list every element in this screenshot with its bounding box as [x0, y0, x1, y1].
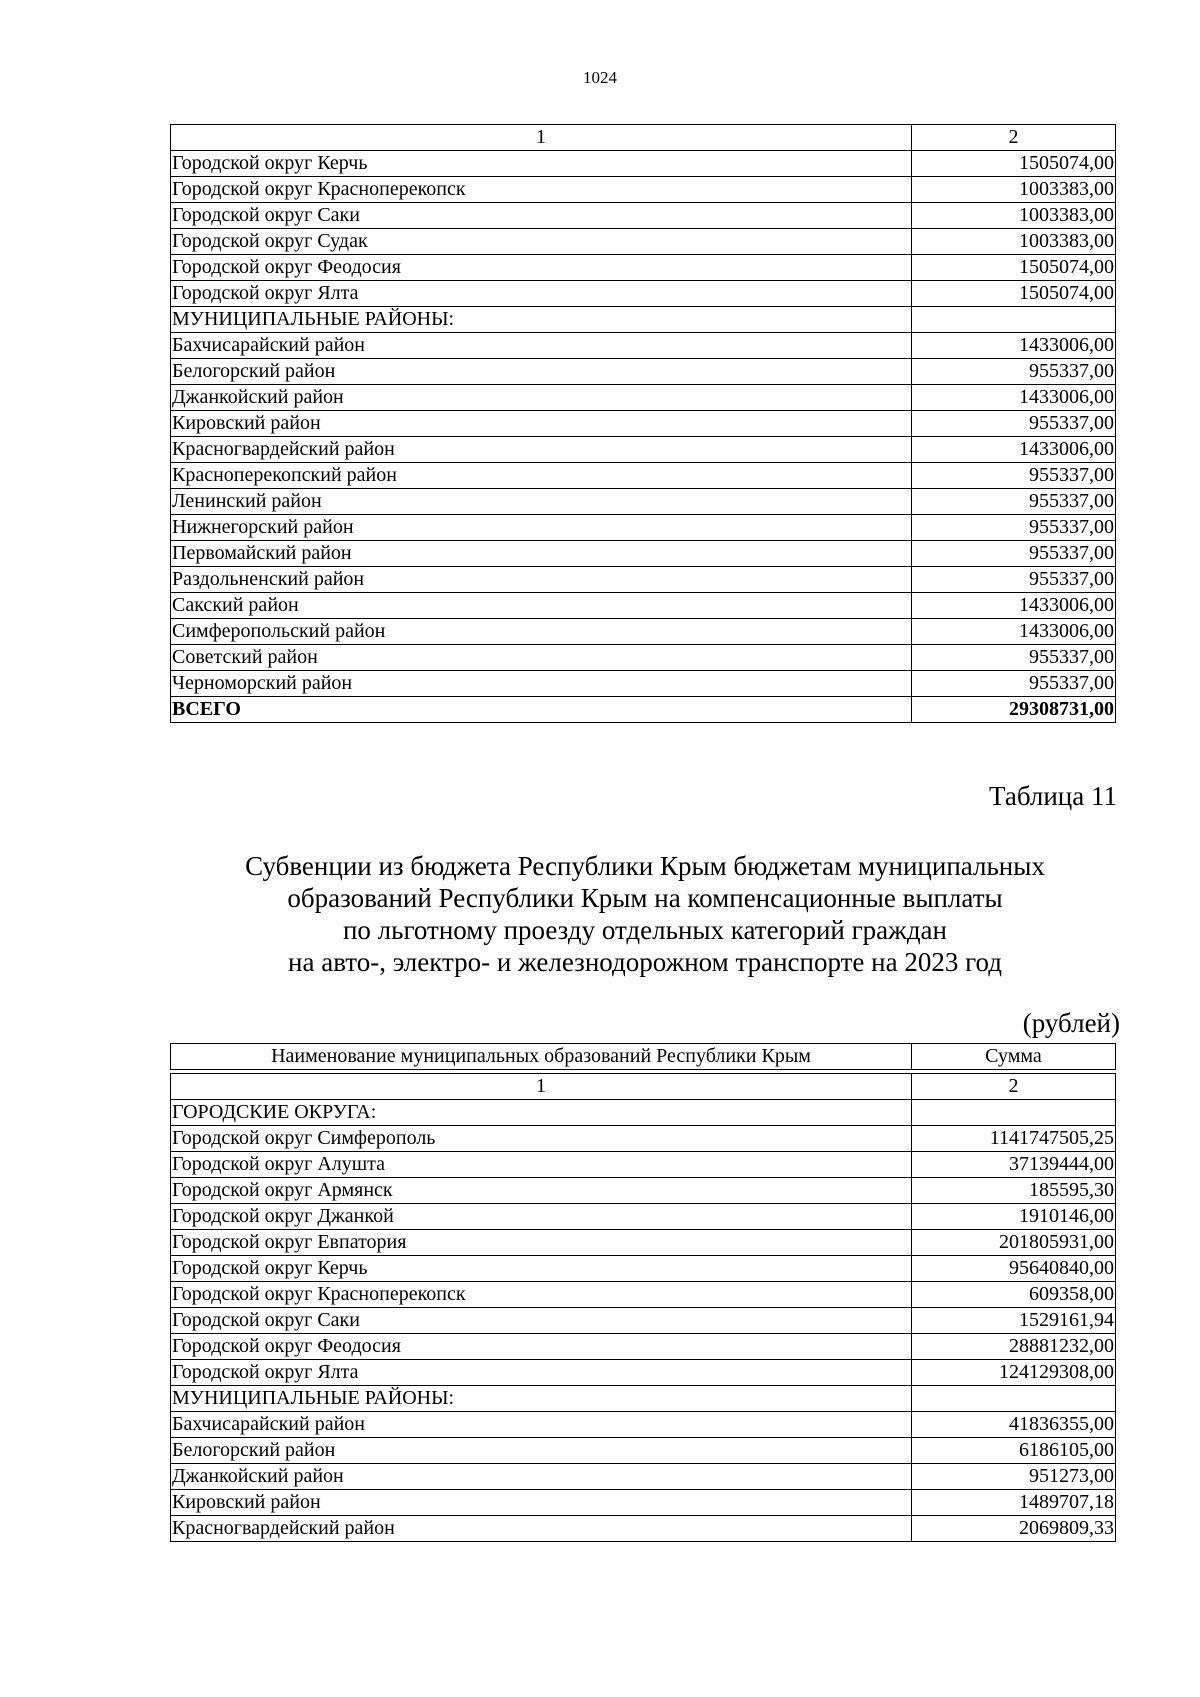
- table-row: [171, 151, 1116, 177]
- table-row: [171, 463, 1116, 489]
- amount-cell: 6186105,00: [912, 1438, 1116, 1464]
- municipality-name: Городской округ Саки: [171, 1308, 912, 1334]
- table-title-line: по льготному проезду отдельных категорий граждан: [342, 915, 947, 945]
- municipality-name: Советский район: [171, 645, 912, 671]
- amount-cell: [912, 307, 1116, 333]
- table-row: [171, 1308, 1116, 1334]
- table-header: [170, 1043, 1116, 1070]
- table-row: [171, 1100, 1116, 1126]
- amount-cell: 1529161,94: [912, 1308, 1116, 1334]
- municipality-name: Бахчисарайский район: [171, 1412, 912, 1438]
- amount-cell: 37139444,00: [912, 1152, 1116, 1178]
- municipality-name: Городской округ Феодосия: [171, 1334, 912, 1360]
- table-row: [171, 203, 1116, 229]
- table-row: [171, 1230, 1116, 1256]
- currency-unit-label: (рублей): [1022, 1008, 1120, 1038]
- amount-cell: 1003383,00: [912, 177, 1116, 203]
- municipality-name: Городской округ Саки: [171, 203, 912, 229]
- table-row: [171, 671, 1116, 697]
- municipality-name: Красногвардейский район: [171, 437, 912, 463]
- amount-cell: 1505074,00: [912, 151, 1116, 177]
- table-row: [171, 1178, 1116, 1204]
- table-row: [171, 1464, 1116, 1490]
- subsidy-table-continued: [170, 124, 1116, 723]
- municipality-name: Городской округ Красноперекопск: [171, 1282, 912, 1308]
- amount-cell: 955337,00: [912, 671, 1116, 697]
- municipality-name: Городской округ Феодосия: [171, 255, 912, 281]
- municipality-name: Белогорский район: [171, 359, 912, 385]
- amount-cell: 1433006,00: [912, 385, 1116, 411]
- municipality-name: Городской округ Евпатория: [171, 1230, 912, 1256]
- amount-cell: 1141747505,25: [912, 1126, 1116, 1152]
- municipality-name: ГОРОДСКИЕ ОКРУГА:: [171, 1100, 912, 1126]
- municipality-name: Красноперекопский район: [171, 463, 912, 489]
- table-row: [171, 307, 1116, 333]
- amount-cell: 41836355,00: [912, 1412, 1116, 1438]
- amount-cell: 955337,00: [912, 463, 1116, 489]
- total-row: [171, 697, 1116, 723]
- municipality-name: Бахчисарайский район: [171, 333, 912, 359]
- amount-cell: [912, 1386, 1116, 1412]
- table-row: [171, 1412, 1116, 1438]
- column-number-1: 1: [171, 125, 912, 151]
- table-row: [171, 1386, 1116, 1412]
- table-row: [171, 619, 1116, 645]
- table-row: [171, 1490, 1116, 1516]
- municipality-name: Городской округ Симферополь: [171, 1126, 912, 1152]
- municipality-name: Городской округ Армянск: [171, 1178, 912, 1204]
- amount-cell: 1505074,00: [912, 255, 1116, 281]
- amount-cell: 1433006,00: [912, 333, 1116, 359]
- table-row: [171, 1204, 1116, 1230]
- municipality-name: Первомайский район: [171, 541, 912, 567]
- municipality-name: Симферопольский район: [171, 619, 912, 645]
- table-row: [171, 229, 1116, 255]
- amount-cell: 609358,00: [912, 1282, 1116, 1308]
- table-row: [171, 515, 1116, 541]
- table-row: [171, 645, 1116, 671]
- table-row: [171, 359, 1116, 385]
- table-row: [171, 1282, 1116, 1308]
- municipality-name: Городской округ Алушта: [171, 1152, 912, 1178]
- municipality-name: Раздольненский район: [171, 567, 912, 593]
- table-row: [171, 1126, 1116, 1152]
- amount-cell: 95640840,00: [912, 1256, 1116, 1282]
- amount-cell: 1433006,00: [912, 619, 1116, 645]
- table-row: [171, 489, 1116, 515]
- subsidy-table-11: [170, 1073, 1116, 1542]
- amount-cell: 185595,30: [912, 1178, 1116, 1204]
- amount-cell: 124129308,00: [912, 1360, 1116, 1386]
- amount-cell: 1505074,00: [912, 281, 1116, 307]
- table-row: [171, 1516, 1116, 1542]
- amount-cell: 955337,00: [912, 645, 1116, 671]
- municipality-name: Красногвардейский район: [171, 1516, 912, 1542]
- header-sum-column: Сумма: [912, 1044, 1116, 1070]
- municipality-name: Джанкойский район: [171, 1464, 912, 1490]
- amount-cell: [912, 1100, 1116, 1126]
- table-row: [171, 177, 1116, 203]
- column-number-row: [171, 1074, 1116, 1100]
- municipality-name: Городской округ Керчь: [171, 1256, 912, 1282]
- table-row: [171, 541, 1116, 567]
- municipality-name: Городской округ Красноперекопск: [171, 177, 912, 203]
- municipality-name: Джанкойский район: [171, 385, 912, 411]
- municipality-name: Белогорский район: [171, 1438, 912, 1464]
- amount-cell: 955337,00: [912, 541, 1116, 567]
- column-number-1: 1: [171, 1074, 912, 1100]
- table-row: [171, 1256, 1116, 1282]
- amount-cell: 28881232,00: [912, 1334, 1116, 1360]
- page-number: 1024: [583, 68, 617, 87]
- table-row: [171, 1334, 1116, 1360]
- amount-cell: 1003383,00: [912, 203, 1116, 229]
- municipality-name: МУНИЦИПАЛЬНЫЕ РАЙОНЫ:: [171, 1386, 912, 1412]
- municipality-name: Городской округ Ялта: [171, 1360, 912, 1386]
- table-row: [171, 385, 1116, 411]
- municipality-name: МУНИЦИПАЛЬНЫЕ РАЙОНЫ:: [171, 307, 912, 333]
- table-label: Таблица 11: [989, 781, 1117, 811]
- amount-cell: 955337,00: [912, 489, 1116, 515]
- column-number-2: 2: [912, 125, 1116, 151]
- table-row: [171, 255, 1116, 281]
- table-title: [150, 850, 1140, 978]
- municipality-name: Кировский район: [171, 1490, 912, 1516]
- table-row: [171, 1152, 1116, 1178]
- amount-cell: 955337,00: [912, 359, 1116, 385]
- total-label: ВСЕГО: [171, 697, 912, 723]
- table-row: [171, 567, 1116, 593]
- municipality-name: Сакский район: [171, 593, 912, 619]
- amount-cell: 955337,00: [912, 411, 1116, 437]
- table-row: [171, 593, 1116, 619]
- amount-cell: 955337,00: [912, 567, 1116, 593]
- table-row: [171, 281, 1116, 307]
- table-row: [171, 333, 1116, 359]
- header-name-column: Наименование муниципальных образований Республики Крым: [171, 1044, 912, 1070]
- table-title-line: образований Республики Крым на компенсационные выплаты: [287, 883, 1003, 913]
- total-amount: 29308731,00: [912, 697, 1116, 723]
- municipality-name: Городской округ Судак: [171, 229, 912, 255]
- table-title-line: Субвенции из бюджета Республики Крым бюджетам муниципальных: [245, 851, 1045, 881]
- table-row: [171, 411, 1116, 437]
- municipality-name: Нижнегорский район: [171, 515, 912, 541]
- table-row: [171, 437, 1116, 463]
- municipality-name: Городской округ Ялта: [171, 281, 912, 307]
- column-number-row: [171, 125, 1116, 151]
- column-number-2: 2: [912, 1074, 1116, 1100]
- amount-cell: 2069809,33: [912, 1516, 1116, 1542]
- municipality-name: Черноморский район: [171, 671, 912, 697]
- municipality-name: Кировский район: [171, 411, 912, 437]
- amount-cell: 1910146,00: [912, 1204, 1116, 1230]
- municipality-name: Городской округ Керчь: [171, 151, 912, 177]
- table-title-line: на авто-, электро- и железнодорожном транспорте на 2023 год: [288, 947, 1002, 977]
- table-row: [171, 1360, 1116, 1386]
- amount-cell: 1433006,00: [912, 593, 1116, 619]
- amount-cell: 955337,00: [912, 515, 1116, 541]
- municipality-name: Городской округ Джанкой: [171, 1204, 912, 1230]
- amount-cell: 1433006,00: [912, 437, 1116, 463]
- table-row: [171, 1438, 1116, 1464]
- amount-cell: 1489707,18: [912, 1490, 1116, 1516]
- amount-cell: 201805931,00: [912, 1230, 1116, 1256]
- amount-cell: 1003383,00: [912, 229, 1116, 255]
- amount-cell: 951273,00: [912, 1464, 1116, 1490]
- municipality-name: Ленинский район: [171, 489, 912, 515]
